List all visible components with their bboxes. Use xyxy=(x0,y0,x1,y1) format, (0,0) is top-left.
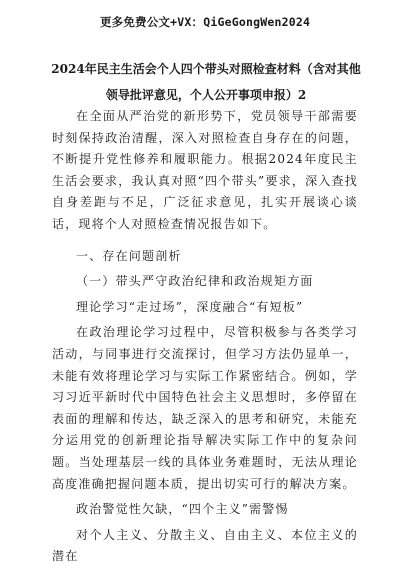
document-body xyxy=(52,106,358,568)
item-heading: 政治警觉性欠缺，“四个主义”需警惕 xyxy=(76,502,289,517)
item-paragraph: 在政治理论学习过程中，尽管积极参与各类学习活动，与同事进行交流探讨，但学习方法仍显单一，未能有效将理论学习与实际工作紧密结合。例如，学习习近平新时代中国特色社会主义思想时，多停留在表面的理解和传达，缺乏深入的思考和研究，未能充分运用党的创新理论指导解决实际工作中的复杂问题。当处理基层一线的具体业务难题时，无法从理论高度准确把握问题本质，提出切实可行的解决方案。 xyxy=(52,325,358,491)
watermark-header: 更多免费公文+VX：QiGeGongWen2024 xyxy=(99,15,311,29)
subsection-heading: （一）带头严守政治纪律和政治规矩方面 xyxy=(76,274,314,289)
item-heading: 理论学习“走过场”，深度融合“有短板” xyxy=(76,299,304,314)
item-paragraph: 对个人主义、分散主义、自由主义、本位主义的潜在 xyxy=(52,527,358,564)
intro-paragraph: 在全面从严治党的新形势下，党员领导干部需要时刻保持政治清醒，深入对照检查自身存在的问题，不断提升党性修养和履职能力。根据2024年度民主生活会要求，我认真对照“四个带头”要求，深入查找自身差距与不足，广泛征求意见，扎实开展谈心谈话，现将个人对照检查情况报告如下。 xyxy=(52,109,358,231)
section-heading: 一、存在问题剖析 xyxy=(76,248,182,263)
document-title: 2024年民主生活会个人四个带头对照检查材料（含对其他领导批评意见，个人公开事项申报）2 xyxy=(51,62,361,102)
